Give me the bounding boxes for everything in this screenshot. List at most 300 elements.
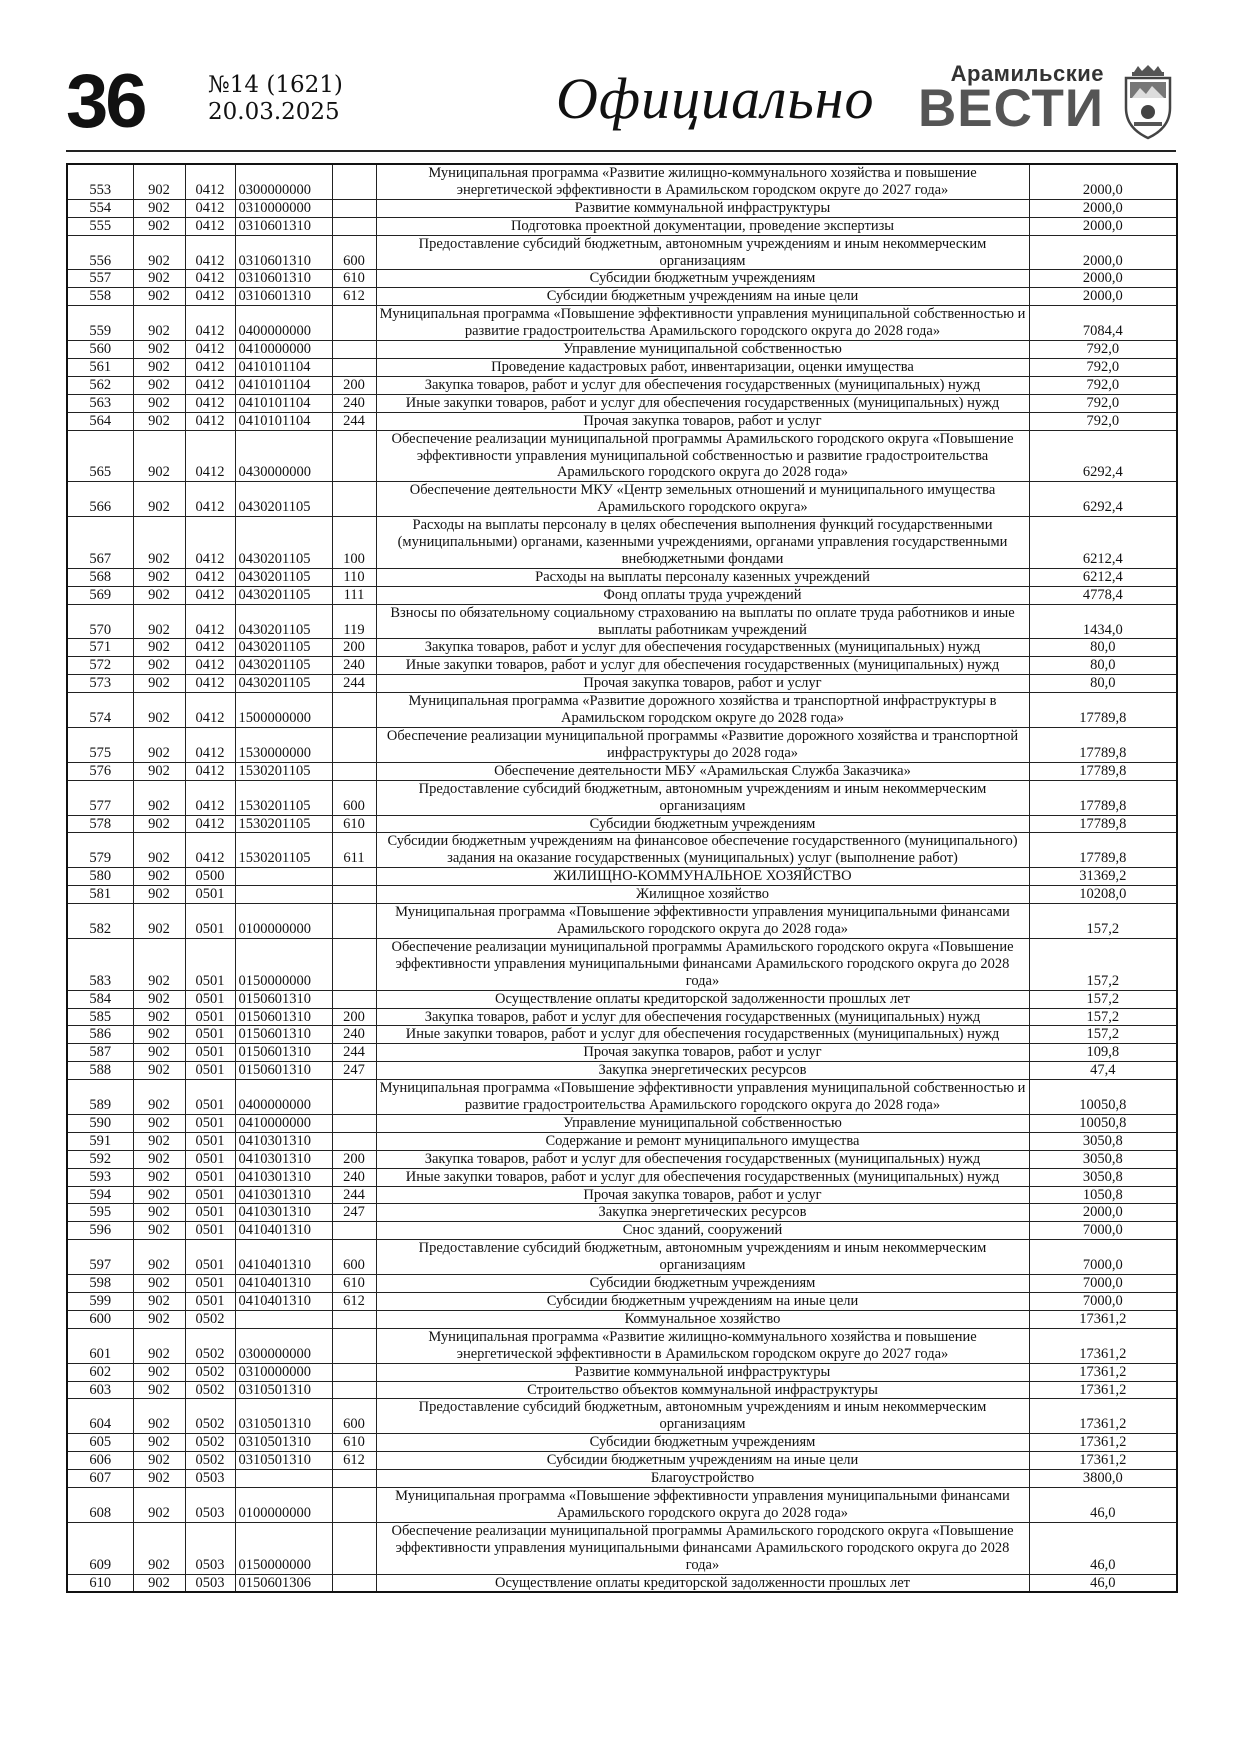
department-code: 902: [133, 164, 185, 199]
table-row: [67, 1204, 1177, 1222]
expense-type: [332, 1487, 376, 1522]
target-article: 0100000000: [235, 904, 332, 939]
amount: 7000,0: [1029, 1275, 1177, 1293]
department-code: 902: [133, 1487, 185, 1522]
department-code: 902: [133, 199, 185, 217]
row-number: 598: [67, 1275, 133, 1293]
amount: 17361,2: [1029, 1452, 1177, 1470]
row-number: 608: [67, 1487, 133, 1522]
target-article: 0310000000: [235, 1363, 332, 1381]
target-article: 0430201105: [235, 657, 332, 675]
expense-type: [332, 164, 376, 199]
amount: 792,0: [1029, 358, 1177, 376]
amount: 2000,0: [1029, 164, 1177, 199]
section-code: 0501: [185, 990, 235, 1008]
target-article: 0410101104: [235, 412, 332, 430]
department-code: 902: [133, 430, 185, 482]
expense-type: [332, 1132, 376, 1150]
target-article: 0310601310: [235, 288, 332, 306]
department-code: 902: [133, 1470, 185, 1488]
section-code: 0412: [185, 235, 235, 270]
item-name: Осуществление оплаты кредиторской задолженности прошлых лет: [376, 990, 1029, 1008]
section-code: 0412: [185, 693, 235, 728]
section-code: 0412: [185, 586, 235, 604]
section-code: 0412: [185, 482, 235, 517]
row-number: 574: [67, 693, 133, 728]
row-number: 590: [67, 1114, 133, 1132]
row-number: 572: [67, 657, 133, 675]
row-number: 569: [67, 586, 133, 604]
target-article: 0150601310: [235, 1044, 332, 1062]
table-row: [67, 517, 1177, 569]
row-number: 560: [67, 341, 133, 359]
department-code: 902: [133, 1434, 185, 1452]
row-number: 558: [67, 288, 133, 306]
item-name: Жилищное хозяйство: [376, 886, 1029, 904]
table-row: [67, 833, 1177, 868]
target-article: 0410401310: [235, 1275, 332, 1293]
item-name: Осуществление оплаты кредиторской задолженности прошлых лет: [376, 1574, 1029, 1592]
item-name: Иные закупки товаров, работ и услуг для обеспечения государственных (муниципальных) нужд: [376, 1026, 1029, 1044]
row-number: 604: [67, 1399, 133, 1434]
table-row: [67, 341, 1177, 359]
target-article: [235, 886, 332, 904]
amount: 80,0: [1029, 639, 1177, 657]
expense-type: [332, 1222, 376, 1240]
amount: 80,0: [1029, 657, 1177, 675]
department-code: 902: [133, 1381, 185, 1399]
department-code: 902: [133, 1080, 185, 1115]
item-name: Субсидии бюджетным учреждениям: [376, 270, 1029, 288]
table-row: [67, 306, 1177, 341]
target-article: 0310501310: [235, 1452, 332, 1470]
row-number: 606: [67, 1452, 133, 1470]
department-code: 902: [133, 412, 185, 430]
row-number: 581: [67, 886, 133, 904]
expense-type: [332, 1574, 376, 1592]
section-code: 0501: [185, 1062, 235, 1080]
section-code: 0501: [185, 904, 235, 939]
amount: 1434,0: [1029, 604, 1177, 639]
target-article: 0430201105: [235, 482, 332, 517]
row-number: 586: [67, 1026, 133, 1044]
department-code: 902: [133, 341, 185, 359]
department-code: 902: [133, 604, 185, 639]
target-article: 0150601310: [235, 1026, 332, 1044]
table-row: [67, 217, 1177, 235]
item-name: Субсидии бюджетным учреждениям на иные цели: [376, 288, 1029, 306]
table-row: [67, 1328, 1177, 1363]
row-number: 566: [67, 482, 133, 517]
expense-type: [332, 358, 376, 376]
target-article: 0310601310: [235, 235, 332, 270]
department-code: 902: [133, 833, 185, 868]
amount: 2000,0: [1029, 217, 1177, 235]
expense-type: 612: [332, 1452, 376, 1470]
row-number: 583: [67, 938, 133, 990]
section-code: 0412: [185, 815, 235, 833]
target-article: [235, 1310, 332, 1328]
target-article: 0430201105: [235, 604, 332, 639]
amount: 2000,0: [1029, 1204, 1177, 1222]
section-code: 0501: [185, 1186, 235, 1204]
item-name: Подготовка проектной документации, проведение экспертизы: [376, 217, 1029, 235]
department-code: 902: [133, 586, 185, 604]
item-name: Строительство объектов коммунальной инфраструктуры: [376, 1381, 1029, 1399]
expense-type: [332, 1310, 376, 1328]
amount: 17789,8: [1029, 780, 1177, 815]
table-row: [67, 1487, 1177, 1522]
target-article: 0310000000: [235, 199, 332, 217]
target-article: 0430201105: [235, 639, 332, 657]
table-row: [67, 376, 1177, 394]
table-row: [67, 657, 1177, 675]
department-code: 902: [133, 1363, 185, 1381]
target-article: 1530201105: [235, 815, 332, 833]
target-article: 0410000000: [235, 341, 332, 359]
amount: 3050,8: [1029, 1168, 1177, 1186]
department-code: 902: [133, 1008, 185, 1026]
table-row: [67, 235, 1177, 270]
department-code: 902: [133, 675, 185, 693]
item-name: Фонд оплаты труда учреждений: [376, 586, 1029, 604]
table-row: [67, 675, 1177, 693]
item-name: Иные закупки товаров, работ и услуг для обеспечения государственных (муниципальных) нужд: [376, 657, 1029, 675]
item-name: Субсидии бюджетным учреждениям: [376, 815, 1029, 833]
item-name: Расходы на выплаты персоналу в целях обеспечения выполнения функций государственными (муниципальными) органами, казенными учреждениями, органами управления государственными внебюджетными фондами: [376, 517, 1029, 569]
amount: 17361,2: [1029, 1399, 1177, 1434]
table-row: [67, 1574, 1177, 1592]
target-article: 0150000000: [235, 1522, 332, 1574]
expense-type: [332, 1363, 376, 1381]
amount: 46,0: [1029, 1574, 1177, 1592]
department-code: 902: [133, 693, 185, 728]
item-name: Управление муниципальной собственностью: [376, 341, 1029, 359]
table-row: [67, 815, 1177, 833]
target-article: 0150601310: [235, 1062, 332, 1080]
row-number: 579: [67, 833, 133, 868]
target-article: 0410101104: [235, 376, 332, 394]
crest-icon: [1120, 64, 1176, 140]
row-number: 594: [67, 1186, 133, 1204]
target-article: 0410301310: [235, 1186, 332, 1204]
target-article: 1530201105: [235, 780, 332, 815]
expense-type: 610: [332, 270, 376, 288]
table-row: [67, 762, 1177, 780]
section-code: 0501: [185, 1240, 235, 1275]
expense-type: [332, 938, 376, 990]
section-code: 0502: [185, 1310, 235, 1328]
expense-type: [332, 482, 376, 517]
expense-type: 200: [332, 639, 376, 657]
row-number: 568: [67, 568, 133, 586]
department-code: 902: [133, 217, 185, 235]
department-code: 902: [133, 1168, 185, 1186]
item-name: Муниципальная программа «Повышение эффективности управления муниципальными финансами Арамильского городского округа до 2028 года»: [376, 1487, 1029, 1522]
table-row: [67, 1240, 1177, 1275]
item-name: Предоставление субсидий бюджетным, автономным учреждениям и иным некоммерческим организациям: [376, 1240, 1029, 1275]
expense-type: 111: [332, 586, 376, 604]
table-row: [67, 1044, 1177, 1062]
target-article: 0300000000: [235, 164, 332, 199]
section-code: 0412: [185, 394, 235, 412]
row-number: 589: [67, 1080, 133, 1115]
row-number: 607: [67, 1470, 133, 1488]
item-name: Снос зданий, сооружений: [376, 1222, 1029, 1240]
row-number: 561: [67, 358, 133, 376]
section-code: 0501: [185, 1044, 235, 1062]
item-name: Обеспечение реализации муниципальной программы Арамильского городского округа «Повышение эффективности управления муниципальными финансами Арамильского городского округа до 2028 года»: [376, 938, 1029, 990]
row-number: 563: [67, 394, 133, 412]
item-name: Прочая закупка товаров, работ и услуг: [376, 1044, 1029, 1062]
expense-type: [332, 1080, 376, 1115]
target-article: 0410401310: [235, 1222, 332, 1240]
item-name: Муниципальная программа «Повышение эффективности управления муниципальными финансами Арамильского городского округа до 2028 года»: [376, 904, 1029, 939]
item-name: Субсидии бюджетным учреждениям: [376, 1275, 1029, 1293]
item-name: Закупка товаров, работ и услуг для обеспечения государственных (муниципальных) нужд: [376, 1150, 1029, 1168]
row-number: 591: [67, 1132, 133, 1150]
item-name: Предоставление субсидий бюджетным, автономным учреждениям и иным некоммерческим организациям: [376, 780, 1029, 815]
table-row: [67, 1186, 1177, 1204]
amount: 4778,4: [1029, 586, 1177, 604]
row-number: 610: [67, 1574, 133, 1592]
table-row: [67, 1222, 1177, 1240]
row-number: 556: [67, 235, 133, 270]
table-row: [67, 1434, 1177, 1452]
amount: 109,8: [1029, 1044, 1177, 1062]
amount: 792,0: [1029, 341, 1177, 359]
table-row: [67, 886, 1177, 904]
item-name: Иные закупки товаров, работ и услуг для обеспечения государственных (муниципальных) нужд: [376, 394, 1029, 412]
section-code: 0501: [185, 886, 235, 904]
item-name: Проведение кадастровых работ, инвентаризации, оценки имущества: [376, 358, 1029, 376]
expense-type: 200: [332, 1150, 376, 1168]
section-code: 0501: [185, 1114, 235, 1132]
target-article: 0310601310: [235, 270, 332, 288]
section-code: 0503: [185, 1574, 235, 1592]
row-number: 580: [67, 868, 133, 886]
table-row: [67, 1522, 1177, 1574]
target-article: 0430201105: [235, 568, 332, 586]
item-name: Муниципальная программа «Повышение эффективности управления муниципальной собственностью и развитие градостроительства Арамильского городского округа до 2028 года»: [376, 1080, 1029, 1115]
department-code: 902: [133, 306, 185, 341]
target-article: 0410401310: [235, 1240, 332, 1275]
target-article: 0100000000: [235, 1487, 332, 1522]
amount: 6292,4: [1029, 430, 1177, 482]
expense-type: [332, 693, 376, 728]
item-name: Взносы по обязательному социальному страхованию на выплаты по оплате труда работников и иные выплаты работникам учреждений: [376, 604, 1029, 639]
expense-type: 240: [332, 394, 376, 412]
department-code: 902: [133, 517, 185, 569]
section-code: 0501: [185, 1150, 235, 1168]
row-number: 570: [67, 604, 133, 639]
header-rule: [66, 150, 1176, 152]
item-name: ЖИЛИЩНО-КОММУНАЛЬНОЕ ХОЗЯЙСТВО: [376, 868, 1029, 886]
target-article: 1500000000: [235, 693, 332, 728]
expense-type: 610: [332, 815, 376, 833]
amount: 10050,8: [1029, 1114, 1177, 1132]
expense-type: 100: [332, 517, 376, 569]
amount: 157,2: [1029, 938, 1177, 990]
department-code: 902: [133, 1293, 185, 1311]
row-number: 602: [67, 1363, 133, 1381]
department-code: 902: [133, 886, 185, 904]
row-number: 562: [67, 376, 133, 394]
amount: 6212,4: [1029, 568, 1177, 586]
table-row: [67, 1062, 1177, 1080]
table-row: [67, 586, 1177, 604]
row-number: 564: [67, 412, 133, 430]
expense-type: [332, 430, 376, 482]
section-code: 0412: [185, 762, 235, 780]
department-code: 902: [133, 1310, 185, 1328]
expense-type: [332, 1470, 376, 1488]
issue-date: 20.03.2025: [208, 99, 340, 125]
amount: 792,0: [1029, 394, 1177, 412]
department-code: 902: [133, 780, 185, 815]
target-article: 1530201105: [235, 833, 332, 868]
row-number: 585: [67, 1008, 133, 1026]
table-row: [67, 412, 1177, 430]
expense-type: [332, 199, 376, 217]
amount: 6212,4: [1029, 517, 1177, 569]
department-code: 902: [133, 394, 185, 412]
item-name: Развитие коммунальной инфраструктуры: [376, 1363, 1029, 1381]
table-row: [67, 568, 1177, 586]
target-article: 0410401310: [235, 1293, 332, 1311]
target-article: 0150601310: [235, 990, 332, 1008]
item-name: Прочая закупка товаров, работ и услуг: [376, 675, 1029, 693]
item-name: Муниципальная программа «Развитие жилищно-коммунального хозяйства и повышение энергетической эффективности в Арамильском городском округе до 2027 года»: [376, 164, 1029, 199]
expense-type: 610: [332, 1434, 376, 1452]
brand-main-text: ВЕСТИ: [917, 79, 1104, 138]
row-number: 593: [67, 1168, 133, 1186]
target-article: 0310601310: [235, 217, 332, 235]
amount: 2000,0: [1029, 270, 1177, 288]
department-code: 902: [133, 1222, 185, 1240]
amount: 157,2: [1029, 990, 1177, 1008]
department-code: 902: [133, 1522, 185, 1574]
item-name: Субсидии бюджетным учреждениям на иные цели: [376, 1452, 1029, 1470]
item-name: Муниципальная программа «Повышение эффективности управления муниципальной собственностью и развитие градостроительства Арамильского городского округа до 2028 года»: [376, 306, 1029, 341]
item-name: Развитие коммунальной инфраструктуры: [376, 199, 1029, 217]
department-code: 902: [133, 868, 185, 886]
section-title: Официально: [556, 66, 875, 131]
section-code: 0502: [185, 1434, 235, 1452]
item-name: Прочая закупка товаров, работ и услуг: [376, 412, 1029, 430]
table-row: [67, 868, 1177, 886]
amount: 17361,2: [1029, 1434, 1177, 1452]
department-code: 902: [133, 235, 185, 270]
table-row: [67, 693, 1177, 728]
item-name: Обеспечение деятельности МБУ «Арамильская Служба Заказчика»: [376, 762, 1029, 780]
target-article: 0310501310: [235, 1434, 332, 1452]
amount: 17361,2: [1029, 1363, 1177, 1381]
budget-table-body: [67, 164, 1177, 1592]
section-code: 0501: [185, 1132, 235, 1150]
amount: 2000,0: [1029, 199, 1177, 217]
section-code: 0502: [185, 1399, 235, 1434]
department-code: 902: [133, 1240, 185, 1275]
section-code: 0412: [185, 675, 235, 693]
row-number: 559: [67, 306, 133, 341]
target-article: 0310501310: [235, 1399, 332, 1434]
row-number: 596: [67, 1222, 133, 1240]
amount: 7084,4: [1029, 306, 1177, 341]
item-name: Иные закупки товаров, работ и услуг для обеспечения государственных (муниципальных) нужд: [376, 1168, 1029, 1186]
expense-type: [332, 341, 376, 359]
row-number: 588: [67, 1062, 133, 1080]
table-row: [67, 1381, 1177, 1399]
section-code: 0502: [185, 1328, 235, 1363]
item-name: Закупка товаров, работ и услуг для обеспечения государственных (муниципальных) нужд: [376, 1008, 1029, 1026]
row-number: 605: [67, 1434, 133, 1452]
target-article: 0430201105: [235, 586, 332, 604]
table-row: [67, 1150, 1177, 1168]
amount: 17789,8: [1029, 693, 1177, 728]
table-row: [67, 990, 1177, 1008]
expense-type: 610: [332, 1275, 376, 1293]
department-code: 902: [133, 657, 185, 675]
amount: 7000,0: [1029, 1293, 1177, 1311]
expense-type: 240: [332, 1026, 376, 1044]
amount: 17789,8: [1029, 728, 1177, 763]
target-article: 1530000000: [235, 728, 332, 763]
section-code: 0412: [185, 604, 235, 639]
expense-type: 200: [332, 1008, 376, 1026]
table-row: [67, 164, 1177, 199]
table-row: [67, 938, 1177, 990]
row-number: 584: [67, 990, 133, 1008]
department-code: 902: [133, 1328, 185, 1363]
department-code: 902: [133, 639, 185, 657]
row-number: 601: [67, 1328, 133, 1363]
section-code: 0501: [185, 1204, 235, 1222]
section-code: 0502: [185, 1363, 235, 1381]
expense-type: [332, 306, 376, 341]
section-code: 0412: [185, 306, 235, 341]
section-code: 0412: [185, 164, 235, 199]
row-number: 567: [67, 517, 133, 569]
amount: 792,0: [1029, 412, 1177, 430]
target-article: [235, 868, 332, 886]
expense-type: [332, 1328, 376, 1363]
section-code: 0412: [185, 217, 235, 235]
section-code: 0412: [185, 657, 235, 675]
department-code: 902: [133, 728, 185, 763]
section-code: 0501: [185, 938, 235, 990]
amount: 80,0: [1029, 675, 1177, 693]
target-article: 0300000000: [235, 1328, 332, 1363]
newspaper-logo: [917, 61, 1176, 142]
section-code: 0412: [185, 639, 235, 657]
amount: 10208,0: [1029, 886, 1177, 904]
section-code: 0503: [185, 1522, 235, 1574]
department-code: 902: [133, 1132, 185, 1150]
table-row: [67, 1168, 1177, 1186]
item-name: Субсидии бюджетным учреждениям: [376, 1434, 1029, 1452]
department-code: 902: [133, 1114, 185, 1132]
row-number: 600: [67, 1310, 133, 1328]
row-number: 592: [67, 1150, 133, 1168]
row-number: 599: [67, 1293, 133, 1311]
expense-type: [332, 217, 376, 235]
expense-type: 600: [332, 780, 376, 815]
table-row: [67, 1399, 1177, 1434]
item-name: Обеспечение реализации муниципальной программы Арамильского городского округа «Повышение эффективности управления муниципальной собственностью и развитие градостроительства Арамильского городского округа до 2028 года»: [376, 430, 1029, 482]
amount: 157,2: [1029, 904, 1177, 939]
item-name: Субсидии бюджетным учреждениям на иные цели: [376, 1293, 1029, 1311]
